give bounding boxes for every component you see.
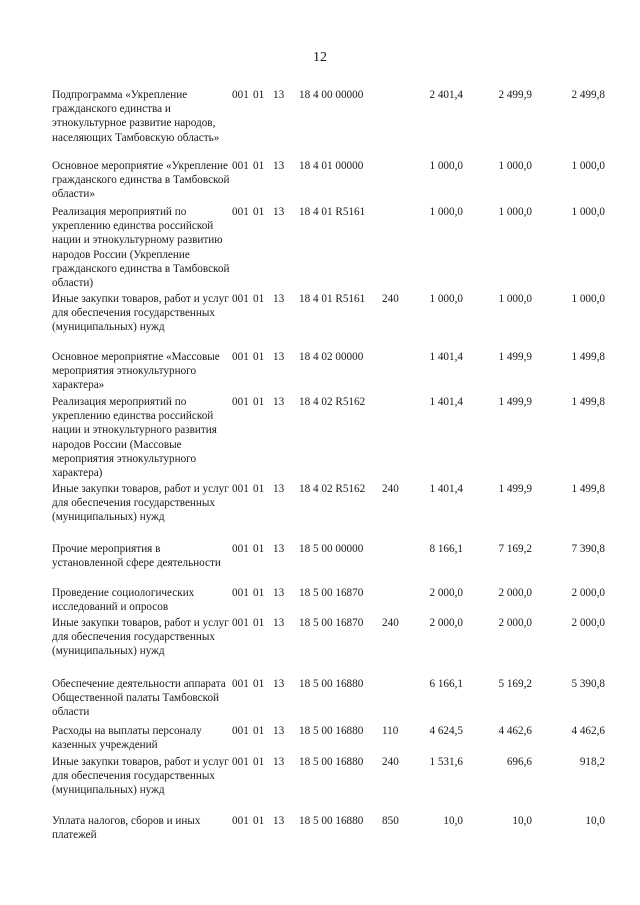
amount-year-2: 1 000,0 [498, 293, 532, 305]
dept-code: 001 [232, 483, 249, 495]
amount-year-3: 2 499,8 [571, 89, 605, 101]
target-item-code: 18 4 01 R5161 [299, 293, 366, 305]
item-name: Расходы на выплаты персоналу казенных учреждений [52, 725, 202, 752]
amount-year-1: 1 531,6 [429, 756, 463, 768]
amount-year-1: 1 401,4 [429, 351, 463, 363]
dept-code: 001 [232, 678, 249, 690]
section-code: 01 [253, 815, 265, 827]
amount-year-2: 1 000,0 [498, 160, 532, 172]
amount-year-3: 1 000,0 [571, 293, 605, 305]
item-name: Обеспечение деятельности аппарата Общественной палаты Тамбовской области [52, 678, 226, 719]
amount-year-1: 1 401,4 [429, 396, 463, 408]
dept-code: 001 [232, 815, 249, 827]
target-item-code: 18 4 01 R5161 [299, 206, 366, 218]
amount-year-1: 2 401,4 [429, 89, 463, 101]
section-code: 01 [253, 725, 265, 737]
item-name: Иные закупки товаров, работ и услуг для обеспечения государственных (муниципальных) нужд [52, 756, 229, 797]
amount-year-3: 1 499,8 [571, 483, 605, 495]
expense-type-code: 240 [382, 756, 399, 768]
amount-year-1: 1 000,0 [429, 160, 463, 172]
amount-year-1: 8 166,1 [429, 543, 463, 555]
amount-year-1: 2 000,0 [429, 617, 463, 629]
item-name: Подпрограмма «Укрепление гражданского единства и этнокультурное развитие народов, населяющих Тамбовскую область» [52, 89, 220, 144]
subsection-code: 13 [273, 815, 285, 827]
target-item-code: 18 4 02 R5162 [299, 396, 366, 408]
amount-year-3: 2 000,0 [571, 617, 605, 629]
amount-year-2: 2 000,0 [498, 617, 532, 629]
section-code: 01 [253, 89, 265, 101]
amount-year-3: 1 000,0 [571, 206, 605, 218]
target-item-code: 18 4 02 00000 [299, 351, 364, 363]
section-code: 01 [253, 678, 265, 690]
amount-year-2: 10,0 [512, 815, 532, 827]
section-code: 01 [253, 160, 265, 172]
section-code: 01 [253, 543, 265, 555]
subsection-code: 13 [273, 678, 285, 690]
section-code: 01 [253, 351, 265, 363]
amount-year-2: 1 000,0 [498, 206, 532, 218]
amount-year-3: 5 390,8 [571, 678, 605, 690]
subsection-code: 13 [273, 396, 285, 408]
amount-year-3: 10,0 [585, 815, 605, 827]
amount-year-2: 5 169,2 [498, 678, 532, 690]
amount-year-1: 4 624,5 [429, 725, 463, 737]
amount-year-2: 2 000,0 [498, 587, 532, 599]
item-name: Реализация мероприятий по укреплению единства российской нации и этнокультурного развития народов России (Массовые мероприятия этнокультурного характера) [52, 396, 217, 480]
amount-year-1: 2 000,0 [429, 587, 463, 599]
item-name: Проведение социологических исследований и опросов [52, 587, 195, 614]
amount-year-3: 1 499,8 [571, 351, 605, 363]
amount-year-2: 4 462,6 [498, 725, 532, 737]
amount-year-2: 1 499,9 [498, 351, 532, 363]
target-item-code: 18 4 00 00000 [299, 89, 364, 101]
expense-type-code: 240 [382, 293, 399, 305]
item-name: Основное мероприятие «Массовые мероприятия этнокультурного характера» [52, 351, 220, 392]
page-number: 12 [313, 50, 327, 65]
item-name: Прочие мероприятия в установленной сфере деятельности [52, 543, 221, 570]
target-item-code: 18 5 00 16880 [299, 678, 364, 690]
item-name: Иные закупки товаров, работ и услуг для обеспечения государственных (муниципальных) нужд [52, 293, 229, 334]
dept-code: 001 [232, 587, 249, 599]
item-name: Иные закупки товаров, работ и услуг для обеспечения государственных (муниципальных) нужд [52, 617, 229, 658]
dept-code: 001 [232, 351, 249, 363]
target-item-code: 18 5 00 16870 [299, 587, 364, 599]
target-item-code: 18 4 02 R5162 [299, 483, 366, 495]
target-item-code: 18 5 00 16880 [299, 815, 364, 827]
amount-year-2: 7 169,2 [498, 543, 532, 555]
dept-code: 001 [232, 756, 249, 768]
dept-code: 001 [232, 89, 249, 101]
target-item-code: 18 5 00 16870 [299, 617, 364, 629]
amount-year-2: 2 499,9 [498, 89, 532, 101]
section-code: 01 [253, 617, 265, 629]
item-name: Иные закупки товаров, работ и услуг для обеспечения государственных (муниципальных) нужд [52, 483, 229, 524]
dept-code: 001 [232, 543, 249, 555]
amount-year-2: 1 499,9 [498, 483, 532, 495]
subsection-code: 13 [273, 483, 285, 495]
dept-code: 001 [232, 396, 249, 408]
section-code: 01 [253, 396, 265, 408]
expense-type-code: 240 [382, 483, 399, 495]
item-name: Реализация мероприятий по укреплению единства российской нации и этнокультурному развитию народов России (Укрепление гражданского единства в Тамбовской области) [52, 206, 230, 290]
section-code: 01 [253, 293, 265, 305]
dept-code: 001 [232, 725, 249, 737]
target-item-code: 18 5 00 16880 [299, 725, 364, 737]
section-code: 01 [253, 587, 265, 599]
dept-code: 001 [232, 206, 249, 218]
subsection-code: 13 [273, 293, 285, 305]
amount-year-1: 1 000,0 [429, 293, 463, 305]
amount-year-1: 1 000,0 [429, 206, 463, 218]
expense-type-code: 240 [382, 617, 399, 629]
expense-type-code: 110 [382, 725, 399, 737]
subsection-code: 13 [273, 351, 285, 363]
dept-code: 001 [232, 160, 249, 172]
amount-year-1: 1 401,4 [429, 483, 463, 495]
expense-type-code: 850 [382, 815, 399, 827]
subsection-code: 13 [273, 617, 285, 629]
item-name: Основное мероприятие «Укрепление гражданского единства в Тамбовской области» [52, 160, 230, 201]
subsection-code: 13 [273, 206, 285, 218]
section-code: 01 [253, 483, 265, 495]
dept-code: 001 [232, 293, 249, 305]
subsection-code: 13 [273, 543, 285, 555]
amount-year-3: 7 390,8 [571, 543, 605, 555]
subsection-code: 13 [273, 756, 285, 768]
amount-year-2: 1 499,9 [498, 396, 532, 408]
amount-year-3: 1 000,0 [571, 160, 605, 172]
amount-year-1: 6 166,1 [429, 678, 463, 690]
dept-code: 001 [232, 617, 249, 629]
target-item-code: 18 5 00 16880 [299, 756, 364, 768]
amount-year-3: 2 000,0 [571, 587, 605, 599]
section-code: 01 [253, 206, 265, 218]
item-name: Уплата налогов, сборов и иных платежей [52, 815, 201, 842]
amount-year-2: 696,6 [506, 756, 532, 768]
section-code: 01 [253, 756, 265, 768]
subsection-code: 13 [273, 725, 285, 737]
amount-year-3: 4 462,6 [571, 725, 605, 737]
amount-year-3: 918,2 [579, 756, 605, 768]
amount-year-1: 10,0 [443, 815, 463, 827]
target-item-code: 18 5 00 00000 [299, 543, 364, 555]
subsection-code: 13 [273, 587, 285, 599]
amount-year-3: 1 499,8 [571, 396, 605, 408]
subsection-code: 13 [273, 89, 285, 101]
subsection-code: 13 [273, 160, 285, 172]
target-item-code: 18 4 01 00000 [299, 160, 364, 172]
